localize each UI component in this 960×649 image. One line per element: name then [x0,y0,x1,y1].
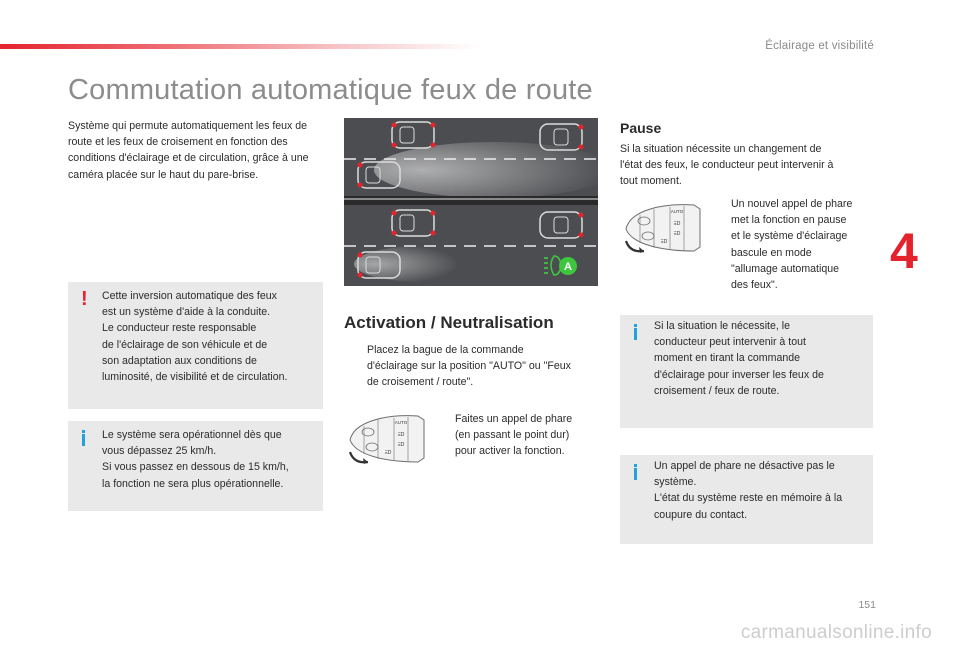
info-speed-text: Le système sera opérationnel dès que vous dépassez 25 km/h. Si vous passez en dessous de 15 km/h, la fonction ne sera plus opérationnelle. [102,429,289,490]
watermark: carmanualsonline.info [740,622,932,643]
info-icon [623,464,647,480]
svg-text:ΞD: ΞD [384,450,392,456]
pause-intro: Si la situation nécessite un changement de l'état des feux, le conducteur peut intervenir à tout moment. [620,143,834,188]
warning-box [68,282,323,409]
info-memory-text: Un appel de phare ne désactive pas le système. L'état du système reste en mémoire à la coupure du contact. [654,460,843,521]
info-icon [71,430,95,446]
activation-step2: Faites un appel de phare (en passant le point dur) pour activer la fonction. [455,413,573,458]
intro-paragraph: Système qui permute automatiquement les feux de route et les feux de croisement en fonction des conditions d'éclairage et de circulation, grâce à une caméra placée sur le haut du pare-brise. [68,120,309,181]
info-icon [623,324,647,340]
info-box-memory [620,455,873,544]
svg-text:ΞD: ΞD [673,221,681,227]
svg-text:ΞD: ΞD [397,432,405,438]
pause-heading: Pause [620,120,662,136]
page-title: Commutation automatique feux de route [68,74,593,106]
lighting-stalk-illustration [344,410,430,466]
auto-label: AUTO [670,209,684,214]
pause-step: Un nouvel appel de phare met la fonction en pause et le système d'éclairage bascule en mode "allumage automatique des feux". [731,198,853,292]
svg-text:ΞD: ΞD [673,231,681,237]
auto-label: AUTO [394,420,408,425]
activation-heading: Activation / Neutralisation [344,313,554,332]
high-beam-illustration [344,118,598,286]
indicator-letter: A [564,261,572,273]
info-box-pause-override [620,315,873,428]
info-override-text: Si la situation le nécessite, le conducteur peut intervenir à tout moment en tirant la commande d'éclairage pour inverser les feux de croisement / feux de route. [654,320,824,397]
svg-text:ΞD: ΞD [397,442,405,448]
info-box-speed [68,421,323,511]
svg-text:ΞD: ΞD [660,239,668,245]
warning-text: Cette inversion automatique des feux est un système d'aide à la conduite. Le conducteur reste responsable de l'éclairage de son véhicule et de son adaptation aux conditions de luminosité, de visibilité et de circulation. [102,290,288,384]
chapter-number: 4 [890,223,918,279]
activation-step1: Placez la bague de la commande d'éclairage sur la position "AUTO" ou "Feux de croisement / route". [367,344,571,389]
header-accent-bar [0,44,480,49]
road-scene-svg [344,118,598,286]
section-title: Éclairage et visibilité [765,40,874,52]
warning-exclamation-icon: ! [81,288,88,310]
scene-divider [344,196,598,205]
lighting-stalk-illustration [620,199,706,255]
page-number: 151 [858,599,876,611]
